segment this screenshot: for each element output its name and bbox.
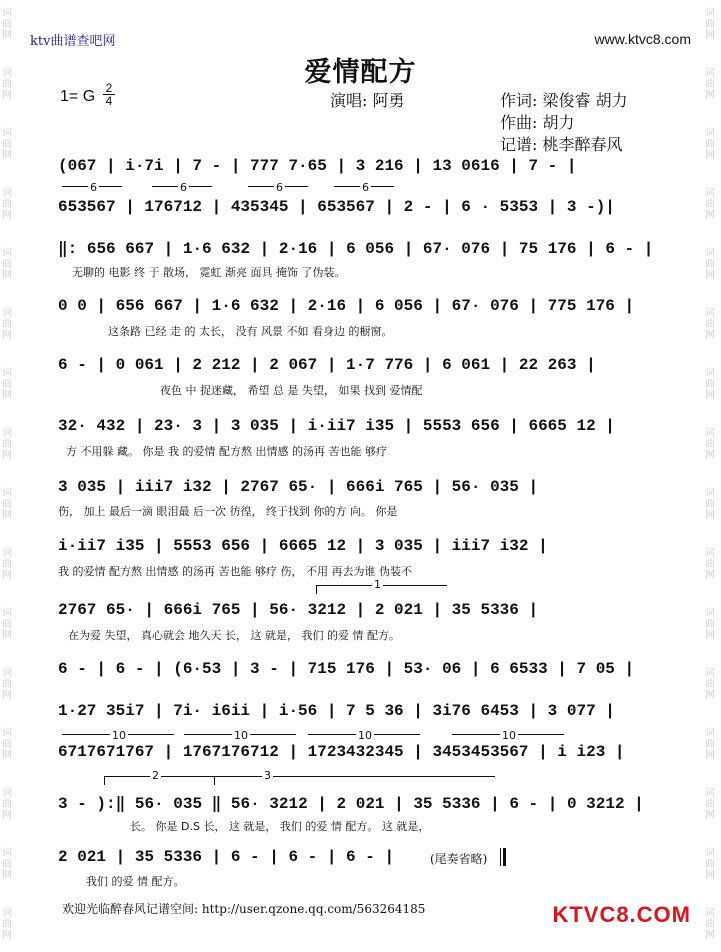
watermark-left-13: 词曲网 xyxy=(2,728,12,761)
song-title: 爱情配方 xyxy=(304,57,417,88)
watermark-right-4: 词曲网 xyxy=(705,188,715,221)
watermark-left-6: 词曲网 xyxy=(2,308,12,341)
score-row-1: (067 | i·7i | 7 - | 777 7·65 | 3 216 | 13 0616 | 7 - | xyxy=(58,157,577,175)
score-row-6: 32· 432 | 23· 3 | 3 035 | i·ii7 i35 | 5553 656 | 6665 12 | xyxy=(58,417,615,435)
watermark-left-4: 词曲网 xyxy=(2,188,12,221)
score-row-7: 3 035 | iii7 i32 | 2767 65· | 666i 765 | 56· 035 | xyxy=(58,478,539,496)
lyrics-row-4: 这条路 已经 走 的 太长， 没有 风景 不如 看身边 的橱窗。 xyxy=(108,325,393,338)
score-row-4: 0 0 | 656 667 | 1·6 632 | 2·16 | 6 056 | 67· 076 | 775 176 | xyxy=(58,297,635,315)
watermark-right-8: 词曲网 xyxy=(705,428,715,461)
lyrics-row-5: 夜色 中 捉迷藏， 希望 总 是 失望， 如果 找到 爱情配 xyxy=(160,384,423,397)
watermark-left-2: 词曲网 xyxy=(2,68,12,101)
score-row-8: i·ii7 i35 | 5553 656 | 6665 12 | 3 035 | iii7 i32 | xyxy=(58,537,548,555)
watermark-right-12: 词曲网 xyxy=(705,668,715,701)
tuplet-number: 10 xyxy=(234,729,248,742)
tuplet-number: 6 xyxy=(180,181,187,194)
lyrics-row-13: 长。 你是 D.S 长， 这 就是， 我们 的爱 情 配方。 这 就是， xyxy=(130,820,430,833)
watermark-right-5: 词曲网 xyxy=(705,248,715,281)
watermark-right-14: 词曲网 xyxy=(705,788,715,821)
volta-number: 1 xyxy=(374,578,381,591)
volta-bracket-3 xyxy=(214,776,495,785)
lyrics-row-14: 我们 的爱 情 配方。 xyxy=(86,875,185,888)
volta-number: 3 xyxy=(264,769,271,782)
site-name-left[interactable]: ktv曲谱查吧网 xyxy=(30,34,116,49)
watermark-left-5: 词曲网 xyxy=(2,248,12,281)
score-row-14: 2 021 | 35 5336 | 6 - | 6 - | 6 - | xyxy=(58,848,395,866)
watermark-left-1: 词曲网 xyxy=(2,8,12,41)
score-row-11: 1·27 35i7 | 7i· i6ii | i·56 | 7 5 36 | 3i76 6453 | 3 077 | xyxy=(58,702,615,720)
watermark-left-7: 词曲网 xyxy=(2,368,12,401)
tuplet-number: 6 xyxy=(362,181,369,194)
watermark-right-13: 词曲网 xyxy=(705,728,715,761)
lyricist-credit: 作词: 梁俊睿 胡力 xyxy=(500,91,628,110)
footer-text[interactable]: 欢迎光临醉春风记谱空间: http://user.qzone.qq.com/563264185 xyxy=(62,902,426,916)
watermark-right-9: 词曲网 xyxy=(705,488,715,521)
score-row-5: 6 - | 0 061 | 2 212 | 2 067 | 1·7 776 | 6 061 | 22 263 | xyxy=(58,356,596,374)
score-row-10: 6 - | 6 - | (6·53 | 3 - | 715 176 | 53· 06 | 6 6533 | 7 05 | xyxy=(58,660,635,678)
tuplet-number: 6 xyxy=(276,181,283,194)
watermark-left-8: 词曲网 xyxy=(2,428,12,461)
key-signature: 1= G xyxy=(60,88,96,105)
singer-credit: 演唱: 阿勇 xyxy=(330,91,405,110)
tuplet-number: 10 xyxy=(358,729,372,742)
volta-number: 2 xyxy=(152,769,159,782)
lyrics-row-3: 无聊的 电影 终 于 散场， 霓虹 渐亮 面具 掩饰 了伪装。 xyxy=(72,266,346,279)
watermark-right-11: 词曲网 xyxy=(705,608,715,641)
watermark-right-15: 词曲网 xyxy=(705,848,715,881)
watermark-left-14: 词曲网 xyxy=(2,788,12,821)
watermark-right-1: 词曲网 xyxy=(705,8,715,41)
final-barline xyxy=(500,848,506,866)
watermark-left-16: 词曲网 xyxy=(2,908,12,941)
ending-note: (尾奏省略) xyxy=(430,852,488,866)
score-row-2: 653567 | 176712 | 435345 | 653567 | 2 - | 6 · 5353 | 3 -)| xyxy=(58,198,615,216)
score-row-13: 3 - ):‖ 56· 035 ‖ 56· 3212 | 2 021 | 35 5336 | 6 - | 0 3212 | xyxy=(58,795,644,813)
watermark-right-16: 词曲网 xyxy=(705,908,715,941)
watermark-left-11: 词曲网 xyxy=(2,608,12,641)
time-signature xyxy=(103,82,115,107)
watermark-left-9: 词曲网 xyxy=(2,488,12,521)
watermark-right-6: 词曲网 xyxy=(705,308,715,341)
watermark-right-7: 词曲网 xyxy=(705,368,715,401)
watermark-right-3: 词曲网 xyxy=(705,128,715,161)
score-row-12: 6717671767 | 1767176712 | 1723432345 | 3453453567 | i i23 | xyxy=(58,743,625,761)
logo-text: KTVC8.COM xyxy=(552,902,691,927)
score-row-3: ‖: 656 667 | 1·6 632 | 2·16 | 6 056 | 67· 076 | 75 176 | 6 - | xyxy=(58,240,654,258)
time-signature-top: 2 xyxy=(103,82,115,95)
watermark-left-12: 词曲网 xyxy=(2,668,12,701)
time-signature-bottom: 4 xyxy=(105,94,113,108)
watermark-left-3: 词曲网 xyxy=(2,128,12,161)
site-logo xyxy=(552,902,691,928)
site-url-right[interactable]: www.ktvc8.com xyxy=(594,31,691,47)
lyrics-row-8: 我 的爱情 配方熬 出情感 的汤再 苦也能 够疗 伤， 不用 再去为谁 伪装不 xyxy=(58,565,412,578)
lyrics-row-6: 方 不用躲 藏。 你是 我 的爱情 配方熬 出情感 的汤再 苦也能 够疗 xyxy=(66,445,387,458)
watermark-left-10: 词曲网 xyxy=(2,548,12,581)
composer-credit: 作曲: 胡力 xyxy=(500,113,575,132)
watermark-right-2: 词曲网 xyxy=(705,68,715,101)
watermark-right-10: 词曲网 xyxy=(705,548,715,581)
tuplet-number: 6 xyxy=(90,181,97,194)
tuplet-number: 10 xyxy=(112,729,126,742)
tuplet-number: 10 xyxy=(502,729,516,742)
score-row-9: 2767 65· | 666i 765 | 56· 3212 | 2 021 | 35 5336 | xyxy=(58,601,539,619)
lyrics-row-7: 伤， 加上 最后一滴 眼泪最 后一次 彷徨， 终于找到 你的方 向。 你是 xyxy=(58,505,398,518)
watermark-left-15: 词曲网 xyxy=(2,848,12,881)
lyrics-row-9: 在为爱 失望， 真心就会 地久天 长， 这 就是， 我们 的爱 情 配方。 xyxy=(68,629,400,642)
transcriber-credit: 记谱: 桃李醉春风 xyxy=(500,135,623,154)
